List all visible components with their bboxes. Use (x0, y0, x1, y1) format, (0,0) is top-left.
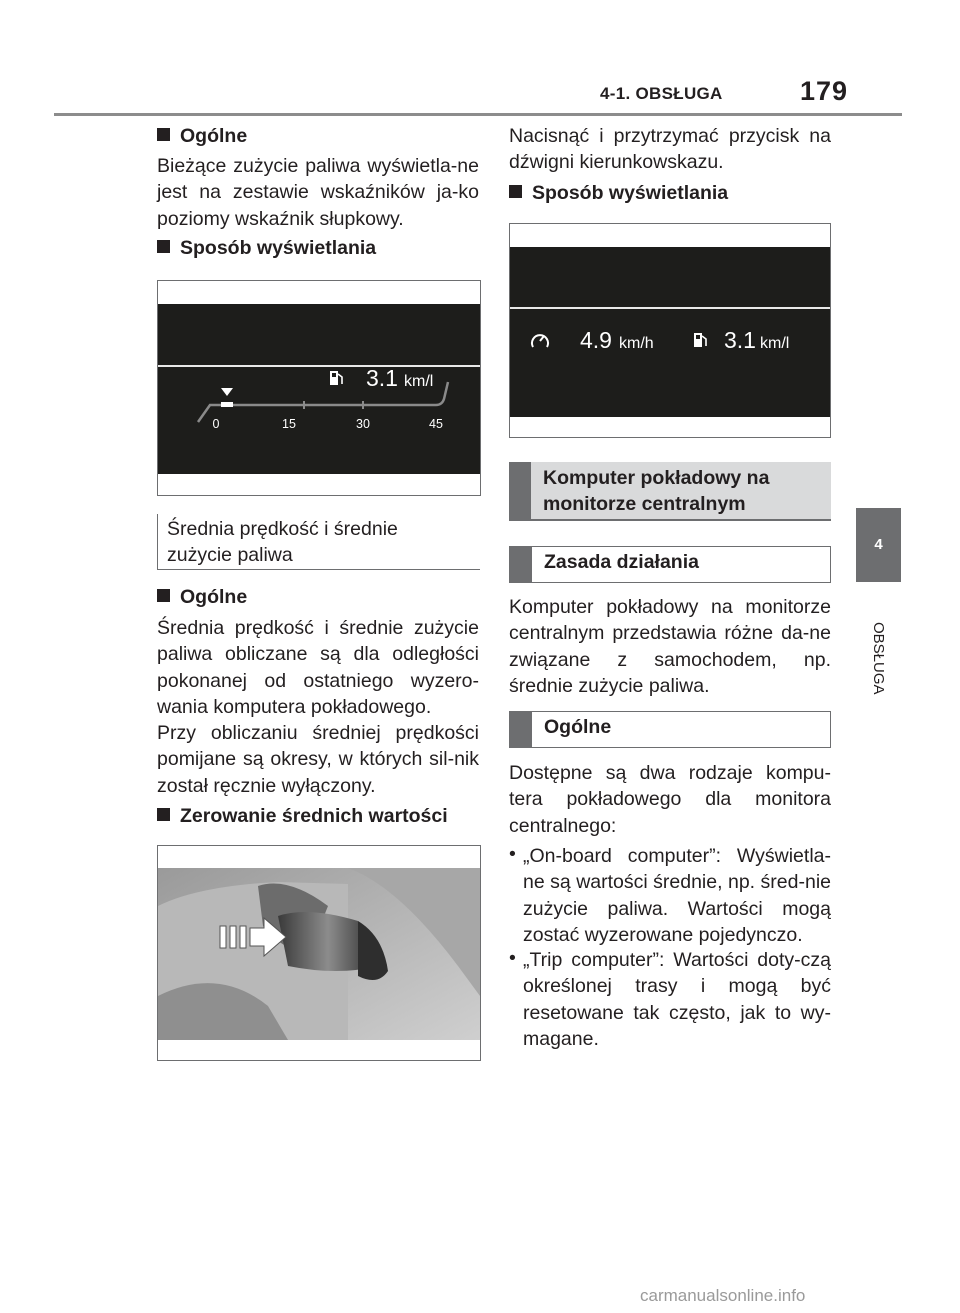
page-number: 179 (800, 76, 849, 106)
average-display-graphic (510, 247, 830, 417)
avg-speed-unit: km/h (619, 335, 654, 352)
scale-tick-15: 15 (282, 417, 296, 431)
paragraph-engine-off: Przy obliczaniu średniej prędkości pomijane są okresy, w których sil-nik został ręcznie wyłączony. (157, 722, 479, 797)
figure-consumption-bar (157, 280, 481, 496)
paragraph-average-values: Średnia prędkość i średnie zużycie paliwa obliczane są dla odległości pokonanej od ostatniego wyzero-wania komputera pokładowego. (157, 617, 479, 719)
paragraph-press-button: Nacisnąć i przytrzymać przycisk na dźwigni kierunkowskazu. (509, 125, 831, 174)
gauge-pointer-icon (221, 388, 233, 396)
avg-consumption-unit: km/l (760, 335, 790, 352)
subsection-general-title: Ogólne (544, 716, 612, 738)
callout-title: Komputer pokładowy na monitorze centralnym (543, 467, 770, 516)
figure-turn-signal-lever (157, 845, 481, 1061)
section-title: 4-1. OBSŁUGA (600, 84, 723, 103)
scale-tick-45: 45 (429, 417, 443, 431)
lever-illustration (158, 846, 480, 1060)
scale-tick-0: 0 (212, 417, 220, 431)
heading-display-1: Sposób wyświetlania (157, 237, 376, 260)
subsection-general (509, 711, 831, 748)
consumption-unit: km/l (404, 373, 434, 390)
subsection-principle-title: Zasada działania (544, 551, 699, 573)
paragraph-computer-types: Dostępne są dwa rodzaje kompu-tera pokładowego dla monitora centralnego: (509, 762, 831, 837)
scale-tick-30: 30 (356, 417, 370, 431)
heading-reset: Zerowanie średnich wartości (157, 805, 448, 828)
subsection-principle (509, 546, 831, 583)
paragraph-computer-description: Komputer pokładowy na monitorze centralnym przedstawia różne da-ne związane z samochodem, np. średnie zużycie paliwa. (509, 596, 831, 698)
avg-consumption-value: 3.1 (724, 327, 756, 353)
avg-speed-value: 4.9 (580, 327, 612, 353)
consumption-value: 3.1 (366, 365, 398, 391)
speedometer-icon (532, 335, 548, 347)
figure-caption: Średnia prędkość i średnie zużycie paliwa (157, 514, 480, 570)
heading-general-1: Ogólne (157, 125, 247, 148)
fuel-pump-icon (694, 333, 706, 347)
watermark: carmanualsonline.info (640, 1286, 806, 1305)
paragraph-current-consumption: Bieżące zużycie paliwa wyświetla-ne jest na zestawie wskaźników ja-ko poziomy wskaźnik słupkowy. (157, 155, 479, 230)
gauge-fill (221, 402, 233, 407)
heading-general-2: Ogólne (157, 586, 247, 609)
header-rule (54, 113, 902, 116)
fuel-pump-icon (330, 371, 342, 385)
figure-average-speed-consumption (509, 223, 831, 438)
heading-display-2: Sposób wyświetlania (509, 182, 728, 205)
consumption-bar-graphic (158, 304, 480, 474)
section-callout (509, 462, 831, 521)
chapter-tab-number: 4 (856, 508, 901, 582)
